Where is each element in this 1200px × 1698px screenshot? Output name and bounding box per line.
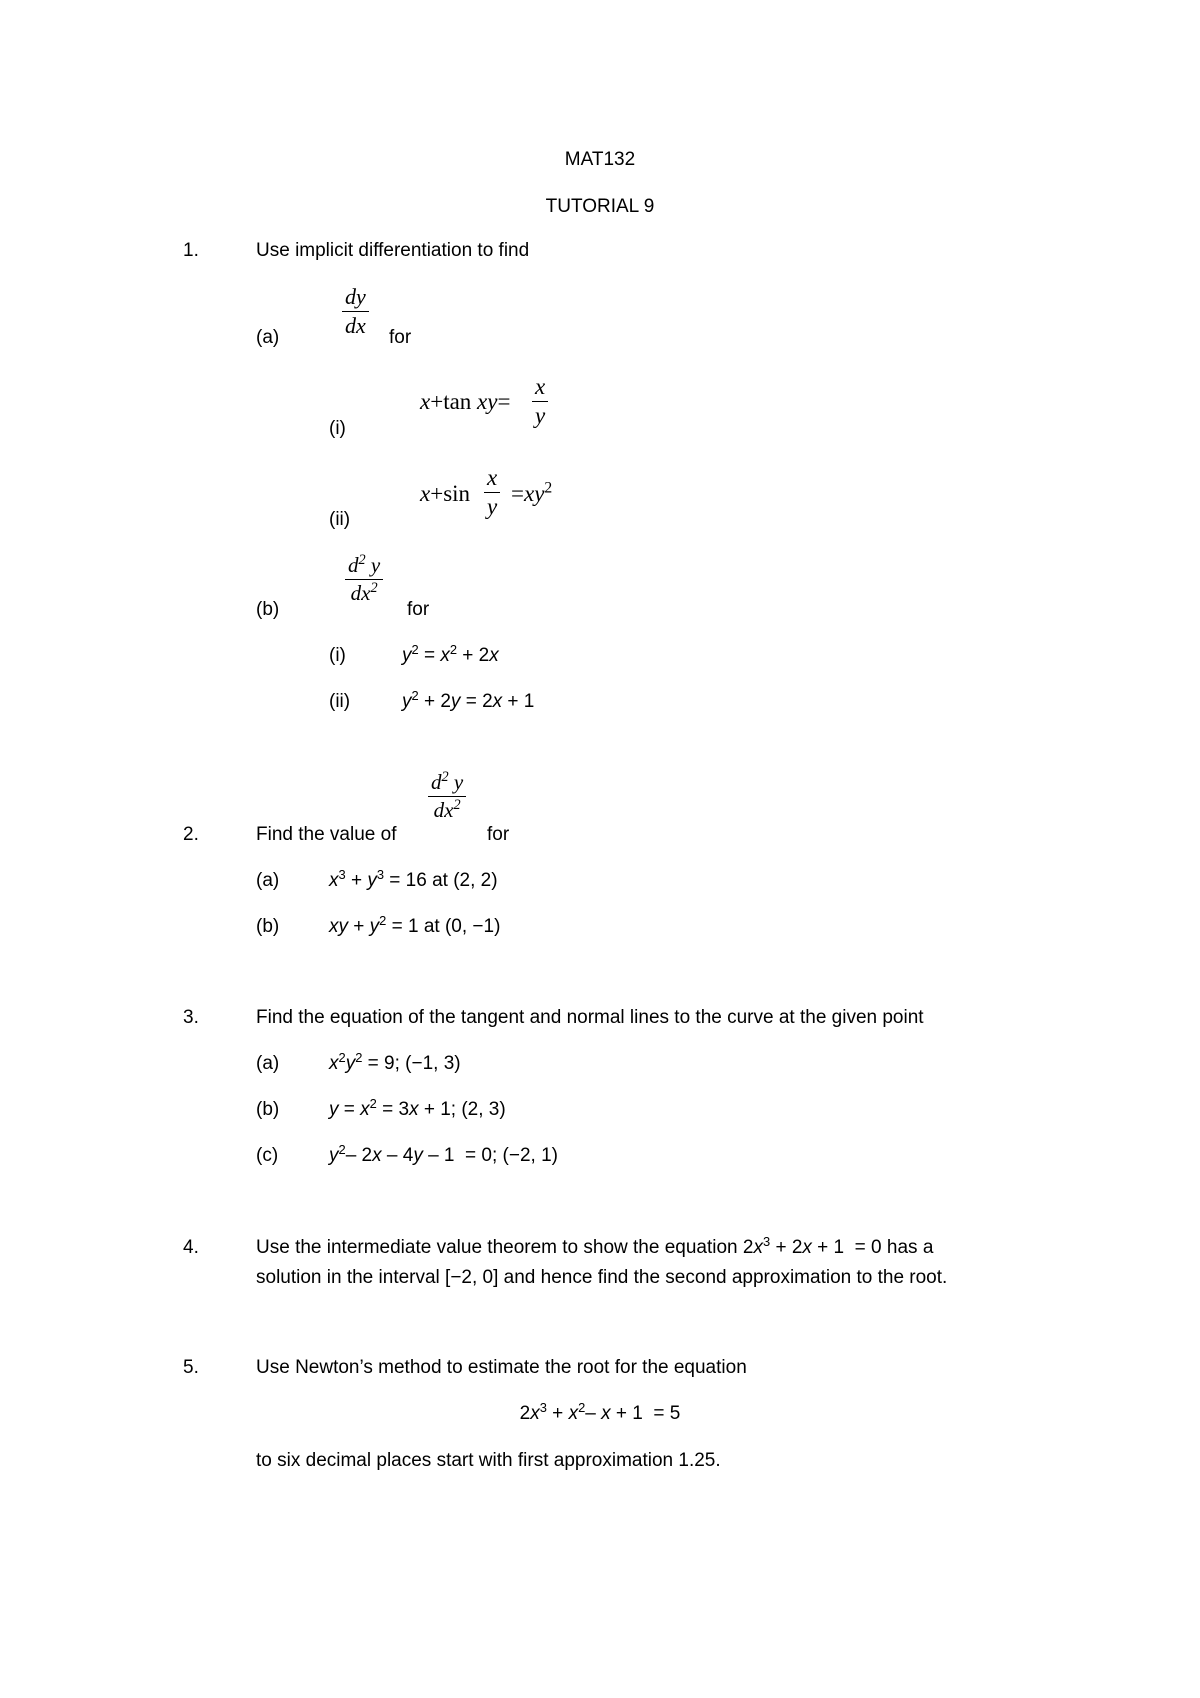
q2b-equation: xy + $y^2 = 1$ at (0, −1) (329, 912, 501, 937)
q2-frac-dx: dx (433, 798, 454, 822)
q1ai-lhs: x+tan xy= (420, 389, 511, 414)
q1b-frac-y: y (370, 553, 381, 577)
q1aii-den: y (487, 494, 498, 519)
tutorial-title: TUTORIAL 9 (545, 196, 655, 217)
q1b-d2y-dx2-fraction (345, 553, 383, 606)
q2a-label: (a) (256, 870, 280, 891)
q1b-frac-dx: dx (350, 581, 371, 605)
q1-text: Use implicit differentiation to find (256, 240, 530, 261)
q1aii-rhs-exp: 2 (544, 479, 553, 497)
q1bii-equation: $y^2 + 2y = 2x + 1$ (402, 687, 535, 712)
q2-text: Find the value of (256, 824, 397, 845)
q2a-equation: $x^3 + y^3 = 16$ at (2, 2) (329, 866, 498, 891)
q1ai-fraction (532, 374, 548, 429)
q3a-equation: $x^2y^2 = 9$; (−1, 3) (329, 1049, 461, 1074)
q1b-frac-den-exp: 2 (370, 580, 378, 597)
q3a-label: (a) (256, 1053, 280, 1074)
q2b-label: (b) (256, 916, 280, 937)
q1ai-equation (420, 390, 510, 413)
q5-text: Use Newton’s method to estimate the root for the equation (256, 1357, 747, 1378)
q1a-frac-num: dy (345, 284, 366, 309)
q3c-label: (c) (256, 1145, 279, 1166)
q2-for: for (487, 824, 510, 845)
q1b-label: (b) (256, 599, 280, 620)
q3-text: Find the equation of the tangent and normal lines to the curve at the given point (256, 1007, 924, 1028)
q3c-equation: $y^2-$ 2x – 4y – 1 = 0; (−2, 1) (329, 1141, 559, 1166)
q1bi-equation: $y^2 = x^2 + 2x$ (402, 641, 499, 666)
q1ai-den: y (535, 403, 546, 428)
q1bi-label: (i) (329, 645, 346, 666)
q1bii-label: (ii) (329, 691, 351, 712)
q4-line2: solution in the interval [−2, 0] and hence find the second approximation to the root. (256, 1267, 948, 1288)
q2-frac-den-exp: 2 (453, 797, 461, 814)
q3b-equation: $y = x^2 = 3x + 1$; (2, 3) (329, 1095, 506, 1120)
q2-frac-d: d (431, 770, 442, 794)
q1a-frac-den: dx (345, 313, 366, 338)
q4-line1: Use the intermediate value theorem to show the equation $2x^3 + 2x + 1 = 0$ has a (256, 1233, 934, 1258)
q1ai-num: x (535, 374, 546, 399)
q5-number: 5. (183, 1357, 199, 1378)
q1aii-fraction (484, 465, 500, 520)
q1aii-rhs: $=xy^2$ (511, 479, 553, 506)
q2-frac-num-exp: 2 (441, 769, 449, 786)
q1b-frac-d: d (348, 553, 359, 577)
q4-number: 4. (183, 1237, 199, 1258)
q2-frac-y: y (453, 770, 464, 794)
q1a-for: for (389, 327, 412, 348)
q1ai-label: (i) (329, 418, 346, 439)
q1aii-label: (ii) (329, 509, 351, 530)
q1b-frac-num-exp: 2 (358, 552, 366, 569)
q3b-label: (b) (256, 1099, 280, 1120)
q1b-for: for (407, 599, 430, 620)
q2-number: 2. (183, 824, 199, 845)
q1-number: 1. (183, 240, 199, 261)
q5-equation: $2x^3 + x^2-$ x + 1 = 5 (519, 1399, 681, 1424)
q3-number: 3. (183, 1007, 199, 1028)
q1aii-num: x (487, 465, 498, 490)
q2-d2y-dx2-fraction (428, 770, 466, 823)
q5-line2: to six decimal places start with first approximation 1.25. (256, 1450, 721, 1471)
q1aii-lhs: x+sin (420, 481, 471, 506)
q1a-label: (a) (256, 327, 280, 348)
q1a-dy-dx-fraction (342, 284, 369, 339)
course-code: MAT132 (564, 149, 636, 170)
